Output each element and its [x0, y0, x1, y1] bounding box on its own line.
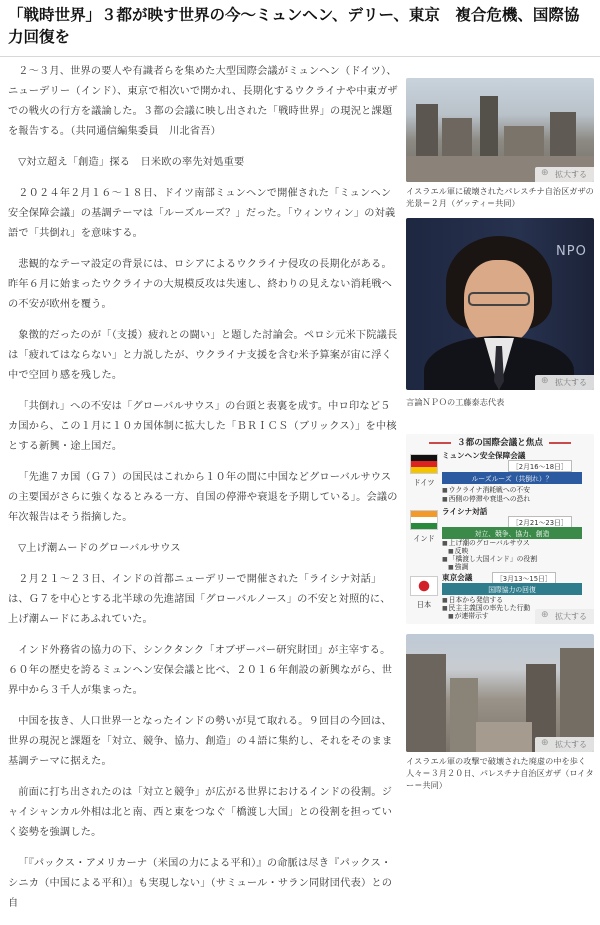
article-paragraph: ２〜３月、世界の要人や有識者らを集めた大型国際会議がミュンヘン（ドイツ）、ニューデリー（インド）、東京で相次いで開かれ、長期化するウクライナや中東ガザでの戦火の行方を議論した。３都の会議に映し出された「戦時世界」の現況と課題を報告する。（共同通信編集委員 川北省吾）: [8, 66, 398, 137]
event-point: ■ 「橋渡し大国インド」の役割: [442, 553, 537, 563]
article-paragraph: 象徴的だったのが「（支援）疲れとの闘い」と題した討論会。ペロシ元米下院議長は「疲れてはならない」と力説したが、ウクライナ支援を含む米予算案が宙に浮く中で空回り感を残した。: [8, 330, 398, 381]
photo-caption: イスラエル軍の攻撃で破壊された廃虚の中を歩く人々＝３月２０日、パレスチナ自治区ガザ（ロイター＝共同）: [406, 756, 594, 790]
event-point: ■ 上げ潮のグローバルサウス: [442, 537, 530, 547]
event-point: ■ ウクライナ消耗戦への不安: [442, 484, 530, 494]
article-paragraph: ２０２４年２月１６〜１８日、ドイツ南部ミュンヘンで開催された「ミュンヘン安全保障会議」の基調テーマは「ルーズルーズ？」だった。「ウィンウィン」の対義語で「共倒れ」を意味する。: [8, 188, 396, 239]
photo-block-portrait: [406, 218, 594, 408]
article-paragraph: ２月２１〜２３日、インドの首都ニューデリーで開催された「ライシナ対話」は、Ｇ７を中心とする北半球の先進諸国「グローバルノース」の不安と対照的に、上げ潮ムードにあふれていた。: [8, 574, 391, 625]
event-row-munich: [410, 450, 590, 504]
event-date: ［2月16〜18日］: [508, 460, 572, 472]
article-paragraph: インド外務省の協力の下、シンクタンク「オブザーバー研究財団」が主宰する。６０年の歴史を誇るミュンヘン安保会議と比べ、２０１６年創設の新興ながら、世界中から３千人が集まった。: [8, 645, 393, 696]
article-paragraph: 「『パックス・アメリカーナ（米国の力による平和）』の命脈は尽き『パックス・シニカ（中国による平和）』も実現しない」（サミュール・サラン同財団代表）との自: [8, 858, 393, 909]
event-name: ライシナ対話: [442, 507, 488, 516]
event-country: ドイツ: [413, 478, 435, 487]
event-point: ■ が連帯示す: [448, 610, 489, 620]
germany-flag-icon: [410, 454, 438, 474]
article-body: [8, 62, 398, 925]
event-name: 東京会議: [442, 573, 473, 582]
infographic-block: [406, 434, 594, 624]
event-point: ■ 日本から発信する: [442, 594, 503, 604]
zoom-button[interactable]: ⊕ 拡大する: [535, 167, 594, 182]
india-flag-icon: [410, 510, 438, 530]
event-date: ［3月13〜15日］: [492, 572, 556, 584]
article-subheading: ▽対立超え「創造」探る 日米欧の率先対処重要: [18, 157, 245, 168]
article-paragraph: 中国を抜き、人口世界一となったインドの勢いが見て取れる。９回目の今回は、世界の現況と課題を「対立、競争、協力、創造」の４語に集約し、それをそのまま基調テーマに据えた。: [8, 716, 393, 767]
article-subheading: ▽上げ潮ムードのグローバルサウス: [18, 543, 181, 554]
japan-flag-icon: [410, 576, 438, 596]
zoom-button[interactable]: ⊕ 拡大する: [535, 375, 594, 390]
event-point: ■ 強調: [448, 561, 468, 571]
article-paragraph: 前面に打ち出されたのは「対立と競争」が広がる世界におけるインドの役割。ジャイシャンカル外相は北と南、西と東をつなぐ「橋渡し大国」との役割を担っていく姿勢を強調した。: [8, 787, 393, 838]
article-paragraph: 「共倒れ」への不安は「グローバルサウス」の台頭と表裏を成す。中ロ印など５カ国から、この１月に１０カ国体制に拡大した「ＢＲＩＣＳ（ブリックス）」を中核とする新興・途上国だ。: [8, 401, 397, 452]
photo-caption: 言論ＮＰＯの工藤泰志代表: [406, 397, 505, 407]
headline: 「戦時世界」３都が映す世界の今〜ミュンヘン、デリー、東京 複合危機、国際協力回復を: [8, 6, 580, 46]
event-point: ■ 反映: [448, 545, 468, 555]
event-theme: ルーズルーズ（共倒れ）？: [442, 472, 582, 484]
event-row-delhi: [410, 506, 590, 571]
zoom-button[interactable]: ⊕ 拡大する: [535, 737, 594, 752]
photo-block-gaza-ruins: [406, 78, 594, 209]
headline-divider: [0, 56, 600, 57]
photo-block-gaza-street: [406, 634, 594, 791]
event-point: ■ 西側の停滞や衰退への恐れ: [442, 493, 530, 503]
photo-caption: イスラエル軍に破壊されたパレスチナ自治区ガザの光景＝２月（ゲッティ＝共同）: [406, 186, 594, 208]
event-country: インド: [413, 534, 435, 543]
gaza-ruins-photo[interactable]: [406, 78, 594, 182]
event-name: ミュンヘン安全保障会議: [442, 451, 526, 460]
event-date: ［2月21〜23日］: [508, 516, 572, 528]
zoom-button[interactable]: ⊕ 拡大する: [535, 609, 594, 624]
article-paragraph: 「先進７カ国（Ｇ７）の国民はこれから１０年の間に中国などグローバルサウスの主要国がさらに強くなるとみる一方、自国の停滞や衰退を予期している」。会議の年次報告はそう指摘した。: [8, 472, 398, 523]
infographic-title: ３都の国際会議と焦点: [406, 436, 594, 448]
backdrop-text: NPO: [556, 244, 587, 259]
event-theme: 対立、競争、協力、創造: [442, 527, 582, 539]
conference-infographic[interactable]: [406, 434, 594, 624]
event-country: 日本: [416, 600, 432, 609]
event-point: ■ 民主主義国の率先した行動: [442, 602, 530, 612]
gaza-street-photo[interactable]: [406, 634, 594, 752]
article-paragraph: 悲観的なテーマ設定の背景には、ロシアによるウクライナ侵攻の長期化がある。昨年６月に始まったウクライナの大規模反攻は失速し、終わりの見えない消耗戦への不安が欧州を覆う。: [8, 259, 393, 310]
portrait-photo[interactable]: [406, 218, 594, 390]
event-theme: 国際協力の回復: [442, 583, 582, 595]
